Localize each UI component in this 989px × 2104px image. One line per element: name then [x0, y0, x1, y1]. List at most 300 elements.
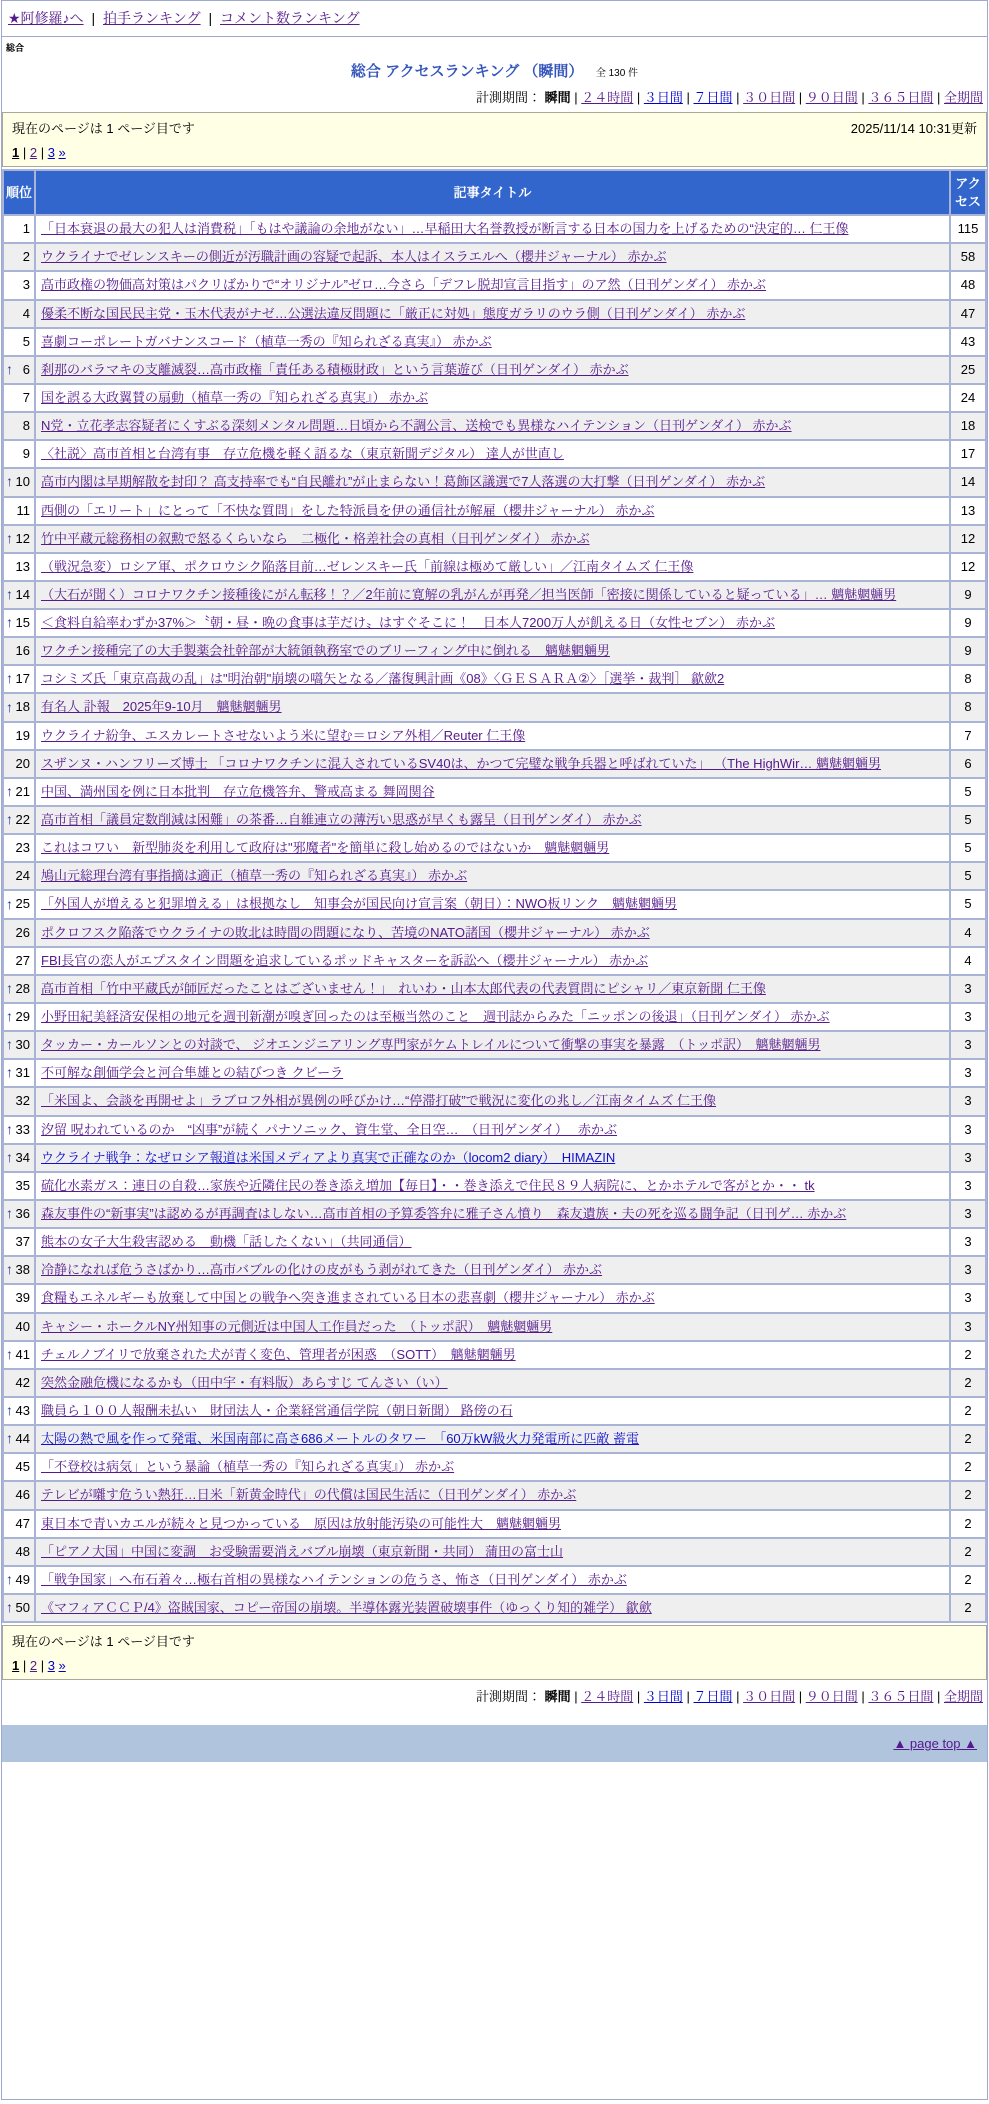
rank-cell: [4, 891, 34, 917]
current-page-text: 現在のページは 1 ページ目です: [12, 121, 195, 136]
rank-number: 19: [15, 727, 30, 743]
title-cell: [36, 666, 949, 692]
rank-cell: [4, 1426, 34, 1452]
access-count: 5: [951, 835, 985, 861]
rank-cell: [4, 835, 34, 861]
access-count: 8: [951, 666, 985, 692]
rank-number: 42: [15, 1374, 30, 1390]
article-link[interactable]: 硫化水素ガス：連日の自殺…家族や近隣住民の巻き添え増加【毎日】・・巻き添えで住民８９人病院に、とかホテルで客がとか・・ tk: [41, 1177, 815, 1193]
title-cell: [36, 835, 949, 861]
article-link[interactable]: 冷静になれば危うさばかり…高市バブルの化けの皮がもう剥がれてきた（日刊ゲンダイ） 赤かぶ: [41, 1262, 603, 1278]
rank-cell: [4, 779, 34, 805]
rank-number: 20: [15, 755, 30, 771]
period-option-link[interactable]: ３０日間: [743, 1689, 796, 1705]
rank-up-arrow-icon: ↑: [6, 614, 13, 631]
title-cell: [36, 1257, 949, 1283]
article-link[interactable]: 西側の「エリート」にとって「不快な質問」をした特派員を伊の通信社が解雇（櫻井ジャーナル） 赤かぶ: [41, 502, 655, 518]
rank-number: 15: [15, 615, 30, 631]
access-count: 3: [951, 1088, 985, 1114]
article-link[interactable]: スザンヌ・ハンフリーズ博士 「コロナワクチンに混入されているSV40は、かつて完璧な戦争兵器と呼ばれていた」 （The HighWir… 魑魅魍魎男: [41, 755, 882, 771]
rank-cell: [4, 1229, 34, 1255]
rank-number: 1: [22, 221, 30, 237]
column-header-rank: 順位: [4, 171, 34, 214]
pagination-link[interactable]: 2: [29, 1658, 38, 1674]
period-option-link[interactable]: ３日間: [643, 1689, 683, 1705]
table-row: [4, 1201, 985, 1227]
table-row: [4, 779, 985, 805]
rank-cell: [4, 1032, 34, 1058]
table-row: [4, 807, 985, 833]
article-link[interactable]: 汐留 呪われているのか “凶事”が続く パナソニック、資生堂、全日空… （日刊ゲンダイ） 赤かぶ: [41, 1121, 618, 1137]
rank-cell: [4, 1595, 34, 1621]
rank-cell: [4, 1482, 34, 1508]
title-cell: [36, 554, 949, 580]
table-row: [4, 216, 985, 242]
period-links: | ２４時間 | ３日間 | ７日間 | ３０日間 | ９０日間 | ３６５日間 | 全期間: [570, 90, 983, 105]
rank-up-arrow-icon: ↑: [6, 670, 13, 687]
rank-number: 14: [15, 586, 30, 602]
rank-number: 43: [15, 1403, 30, 1418]
title-cell: [36, 301, 949, 327]
table-row: [4, 1426, 985, 1452]
pagination-link[interactable]: »: [58, 1658, 66, 1674]
article-link[interactable]: 太陽の熱で風を作って発電、米国南部に高さ686メートルのタワー 「60万kW級火力発電所に匹敵 蓄電: [41, 1431, 640, 1447]
table-row: [4, 1398, 985, 1424]
article-link[interactable]: FBI長官の恋人がエプスタイン問題を追求しているポッドキャスターを訴訟へ（櫻井ジャーナル） 赤かぶ: [41, 952, 649, 968]
rank-cell: [4, 948, 34, 974]
title-cell: [36, 1314, 949, 1340]
rank-cell: [4, 666, 34, 692]
title-cell: [36, 891, 949, 917]
rank-up-arrow-icon: ↑: [6, 811, 13, 828]
title-cell: [36, 1398, 949, 1424]
rank-cell: [4, 1314, 34, 1340]
rank-cell: [4, 329, 34, 355]
rank-cell: [4, 1539, 34, 1565]
article-link[interactable]: 高市政権の物価高対策はパクリばかりで“オリジナル”ゼロ…今さら「デフレ脱却宣言目指す」のア然（日刊ゲンダイ） 赤かぶ: [41, 277, 767, 293]
rank-cell: [4, 1567, 34, 1593]
total-count: 全 130 件: [595, 68, 639, 79]
rank-number: 3: [22, 277, 30, 293]
access-count: 4: [951, 948, 985, 974]
rank-number: 24: [15, 868, 30, 884]
rank-number: 38: [15, 1262, 30, 1278]
rank-up-arrow-icon: ↑: [6, 586, 13, 603]
table-row: [4, 666, 985, 692]
rank-cell: [4, 441, 34, 467]
rank-number: 35: [15, 1177, 30, 1193]
rank-number: 16: [15, 643, 30, 659]
article-link[interactable]: コシミズ氏「東京高裁の乱」は"明治朝"崩壊の嚆矢となる／藩復興計画《08》〈ＧＥＳＡＲＡ②〉［選挙・裁判］ 歙歛2: [41, 671, 725, 687]
rank-number: 34: [15, 1149, 30, 1165]
rank-cell: [4, 1342, 34, 1368]
access-count: 6: [951, 751, 985, 777]
article-link[interactable]: 「外国人が増えると犯罪増える」は根拠なし 知事会が国民向け宣言案（朝日）：NWO板リンク 魑魅魍魎男: [41, 896, 678, 912]
table-row: [4, 1173, 985, 1199]
period-label: 計測期間：: [475, 90, 541, 105]
table-row: [4, 1032, 985, 1058]
rank-cell: [4, 1257, 34, 1283]
current-page-text: 現在のページは 1 ページ目です: [12, 1634, 195, 1650]
access-count: 3: [951, 1004, 985, 1030]
rank-number: 31: [15, 1065, 30, 1081]
top-nav-links: [8, 10, 360, 26]
title-cell: [36, 1370, 949, 1396]
title-cell: [36, 863, 949, 889]
title-cell: [36, 1117, 949, 1143]
rank-up-arrow-icon: ↑: [6, 1599, 13, 1616]
rank-number: 46: [15, 1487, 30, 1503]
article-link[interactable]: 東日本で青いカエルが続々と見つかっている 原因は放射能汚染の可能性大 魑魅魍魎男: [41, 1515, 562, 1531]
article-link[interactable]: 「日本衰退の最大の犯人は消費税」「もはや議論の余地がない」…早稲田大名誉教授が断言する日本の国力を上げるための“決定的… 仁王像: [41, 221, 849, 237]
ranking-table-body: [4, 216, 985, 1621]
rank-cell: [4, 1117, 34, 1143]
rank-number: 26: [15, 924, 30, 940]
access-count: 5: [951, 807, 985, 833]
access-count: 3: [951, 1314, 985, 1340]
access-count: 5: [951, 863, 985, 889]
article-link[interactable]: キャシー・ホークルNY州知事の元側近は中国人工作員だった （トッポ訳） 魑魅魍魎男: [41, 1318, 553, 1334]
access-count: 3: [951, 1117, 985, 1143]
period-option-link[interactable]: ３６５日間: [868, 1689, 934, 1705]
rank-cell: [4, 807, 34, 833]
period-links: | ２４時間 | ３日間 | ７日間 | ３０日間 | ９０日間 | ３６５日間 | 全期間: [570, 1689, 983, 1705]
table-row: [4, 1482, 985, 1508]
article-link[interactable]: 喜劇コーポレートガバナンスコード（植草一秀の『知られざる真実』） 赤かぶ: [41, 333, 492, 349]
table-row: [4, 920, 985, 946]
period-option-link[interactable]: ９０日間: [805, 1689, 858, 1705]
article-link[interactable]: ＜食料自給率わずか37%＞〝朝・昼・晩の食事は芋だけ〟はすぐそこに！ 日本人7200万人が飢える日（女性セブン） 赤かぶ: [41, 615, 776, 631]
article-link[interactable]: テレビが囃す危うい熱狂…日米「新黄金時代」の代償は国民生活に（日刊ゲンダイ） 赤かぶ: [41, 1487, 577, 1503]
article-link[interactable]: 小野田紀美経済安保相の地元を週刊新潮が嗅ぎ回ったのは至極当然のこと 週刊誌からみた「ニッポンの後退」（日刊ゲンダイ） 赤かぶ: [41, 1009, 830, 1025]
article-link[interactable]: タッカー・カールソンとの対談で、 ジオエンジニアリング専門家がケムトレイルについて衝撃の事実を暴露 （トッポ訳） 魑魅魍魎男: [41, 1037, 821, 1053]
access-count: 2: [951, 1398, 985, 1424]
title-cell: [36, 526, 949, 552]
page-top-bar: [2, 1725, 987, 1762]
table-row: [4, 469, 985, 495]
rank-cell: [4, 244, 34, 270]
title-cell: [36, 1173, 949, 1199]
access-count: 3: [951, 1032, 985, 1058]
rank-number: 12: [15, 530, 30, 546]
table-row: [4, 1257, 985, 1283]
title-cell: [36, 1511, 949, 1537]
rank-number: 44: [15, 1431, 30, 1447]
table-row: [4, 1088, 985, 1114]
rank-number: 47: [15, 1515, 30, 1531]
title-cell: [36, 1285, 949, 1311]
article-link[interactable]: 優柔不断な国民民主党・玉木代表がナゼ…公選法違反問題に「厳正に対処」態度ガラリのウラ側（日刊ゲンダイ） 赤かぶ: [41, 305, 746, 321]
article-link[interactable]: ウクライナでゼレンスキーの側近が汚職計画の容疑で起訴、本人はイスラエルへ（櫻井ジャーナル） 赤かぶ: [41, 249, 667, 265]
article-link[interactable]: 森友事件の“新事実”は認めるが再調査はしない…高市首相の予算委答弁に雅子さん憤り 森友遺族・夫の死を巡る闘争記（日刊ゲ… 赤かぶ: [41, 1206, 847, 1222]
rank-number: 27: [15, 952, 30, 968]
period-option-link[interactable]: ２４時間: [581, 1689, 634, 1705]
rank-up-arrow-icon: ↑: [6, 1402, 13, 1419]
rank-number: 9: [22, 446, 30, 462]
rank-number: 29: [15, 1009, 30, 1025]
table-row: [4, 1342, 985, 1368]
title-cell: [36, 441, 949, 467]
rank-up-arrow-icon: ↑: [6, 473, 13, 490]
period-option-link[interactable]: 全期間: [943, 90, 983, 105]
nav-separator: |: [204, 10, 216, 26]
access-count: 24: [951, 385, 985, 411]
article-link[interactable]: 熊本の女子大生殺害認める 動機「話したくない」（共同通信）: [41, 1234, 412, 1250]
rank-cell: [4, 1173, 34, 1199]
bottom-spacer: [2, 1762, 987, 1788]
period-current: 瞬間: [544, 1689, 571, 1705]
period-selector-top: [2, 81, 987, 110]
title-cell: [36, 244, 949, 270]
period-option-link[interactable]: ７日間: [693, 90, 733, 105]
article-link[interactable]: ワクチン接種完了の大手製薬会社幹部が大統領執務室でのブリーフィング中に倒れる 魑魅魍魎男: [41, 643, 610, 659]
access-count: 2: [951, 1370, 985, 1396]
title-cell: [36, 385, 949, 411]
article-link[interactable]: 高市首相「議員定数削減は困難」の茶番…自維連立の薄汚い思惑が早くも露呈（日刊ゲンダイ） 赤かぶ: [41, 812, 642, 828]
title-cell: [36, 976, 949, 1002]
rank-cell: [4, 1511, 34, 1537]
pagination-current: 1: [12, 1658, 20, 1674]
article-link[interactable]: 《マフィアＣＣＰ/4》盗賊国家、コピー帝国の崩壊。半導体露光装置破壊事件（ゆっくり知的雑学） 歙歛: [41, 1599, 652, 1615]
rank-cell: [4, 976, 34, 1002]
rank-number: 50: [15, 1599, 30, 1615]
table-row: [4, 610, 985, 636]
article-link[interactable]: 食糧もエネルギーも放棄して中国との戦争へ突き進まされている日本の悲喜劇（櫻井ジャーナル） 赤かぶ: [41, 1290, 655, 1306]
title-cell: [36, 1201, 949, 1227]
rank-cell: [4, 751, 34, 777]
article-link[interactable]: 「ピアノ大国」中国に変調 お受験需要消えバブル崩壊（東京新聞・共同） 蒲田の富士山: [41, 1543, 564, 1559]
article-link[interactable]: これはコワい 新型肺炎を利用して政府は"邪魔者"を簡単に殺し始めるのではないか 魑魅魍魎男: [41, 840, 610, 856]
access-count: 3: [951, 1173, 985, 1199]
period-option-link[interactable]: ３６５日間: [868, 90, 934, 105]
page-title: 総合 アクセスランキング （瞬間）: [350, 63, 584, 80]
access-count: 18: [951, 413, 985, 439]
title-cell: [36, 948, 949, 974]
access-count: 9: [951, 638, 985, 664]
rank-cell: [4, 920, 34, 946]
article-link[interactable]: 突然金融危機になるかも（田中宇・有料版）あらすじ てんさい（い）: [41, 1374, 448, 1390]
article-link[interactable]: 中国、満州国を例に日本批判 存立危機答弁、警戒高まる 舞岡関谷: [41, 783, 435, 799]
rank-number: 23: [15, 840, 30, 856]
table-row: [4, 1454, 985, 1480]
table-row: [4, 554, 985, 580]
period-label: 計測期間：: [475, 1689, 541, 1705]
title-cell: [36, 272, 949, 298]
rank-cell: [4, 1285, 34, 1311]
nav-link[interactable]: コメント数ランキング: [220, 10, 360, 26]
access-count: 9: [951, 582, 985, 608]
rank-number: 6: [22, 361, 30, 377]
rank-cell: [4, 1145, 34, 1171]
article-link[interactable]: （戦況急変）ロシア軍、ポクロウシク陥落目前…ゼレンスキー氏「前線は極めて厳しい」／江南タイムズ 仁王像: [41, 558, 694, 574]
rank-number: 2: [22, 249, 30, 265]
access-count: 48: [951, 272, 985, 298]
table-row: [4, 723, 985, 749]
title-cell: [36, 1595, 949, 1621]
pagination-current: 1: [12, 145, 20, 160]
table-row: [4, 891, 985, 917]
period-option-link[interactable]: ３０日間: [743, 90, 796, 105]
period-option-link[interactable]: ３日間: [643, 90, 683, 105]
access-count: 3: [951, 976, 985, 1002]
nav-link[interactable]: 拍手ランキング: [102, 10, 201, 26]
rank-cell: [4, 1060, 34, 1086]
article-link[interactable]: 〈社説〉高市首相と台湾有事 存立危機を軽く語るな（東京新聞デジタル） 達人が世直し: [41, 446, 564, 462]
access-count: 58: [951, 244, 985, 270]
rank-number: 7: [22, 389, 30, 405]
nav-link[interactable]: ★阿修羅♪へ: [8, 10, 84, 26]
rank-cell: [4, 301, 34, 327]
title-cell: [36, 723, 949, 749]
page-container: [1, 0, 988, 2100]
rank-cell: [4, 469, 34, 495]
access-count: 2: [951, 1595, 985, 1621]
article-link[interactable]: 職員ら１００人報酬未払い 財団法人・企業経営通信学院（朝日新聞） 路傍の石: [41, 1403, 513, 1418]
title-cell: [36, 1342, 949, 1368]
title-cell: [36, 582, 949, 608]
rank-cell: [4, 1398, 34, 1424]
period-option-link[interactable]: ９０日間: [805, 90, 858, 105]
rank-cell: [4, 526, 34, 552]
title-cell: [36, 1454, 949, 1480]
table-row: [4, 976, 985, 1002]
rank-up-arrow-icon: ↑: [6, 1571, 13, 1588]
rank-number: 11: [16, 502, 30, 518]
access-count: 4: [951, 920, 985, 946]
article-link[interactable]: （大石が聞く）コロナワクチン接種後にがん転移！？／2年前に寛解の乳がんが再発／担当医師「密接に関係していると疑っている」… 魑魅魍魎男: [41, 586, 897, 602]
title-cell: [36, 498, 949, 524]
rank-cell: [4, 216, 34, 242]
column-header-access: アクセス: [951, 171, 985, 214]
title-cell: [36, 1482, 949, 1508]
article-link[interactable]: 高市首相「竹中平蔵氏が師匠だったことはございません！」 れいわ・山本太郎代表の代表質問にピシャリ／東京新聞 仁王像: [41, 980, 766, 996]
access-count: 2: [951, 1454, 985, 1480]
rank-up-arrow-icon: ↑: [6, 1008, 13, 1025]
period-option-link[interactable]: ７日間: [693, 1689, 733, 1705]
rank-up-arrow-icon: ↑: [6, 980, 13, 997]
article-link[interactable]: 「米国よ、会談を再開せよ」ラブロフ外相が異例の呼びかけ…“停滞打破”で戦況に変化の兆し／江南タイムズ 仁王像: [41, 1093, 717, 1109]
article-link[interactable]: 「戦争国家」へ布石着々…極右首相の異様なハイテンションの危うさ、怖さ（日刊ゲンダイ） 赤かぶ: [41, 1571, 627, 1587]
access-count: 3: [951, 1285, 985, 1311]
rank-number: 10: [15, 474, 30, 490]
rank-up-arrow-icon: ↑: [6, 1345, 13, 1362]
title-cell: [36, 1060, 949, 1086]
pagination-link[interactable]: »: [58, 145, 66, 160]
pagination-link[interactable]: 3: [47, 145, 55, 160]
article-link[interactable]: 竹中平蔵元総務相の叙勲で怒るくらいなら 二極化・格差社会の真相（日刊ゲンダイ） 赤かぶ: [41, 530, 590, 546]
rank-up-arrow-icon: ↑: [6, 529, 13, 546]
access-count: 2: [951, 1482, 985, 1508]
table-row: [4, 948, 985, 974]
rank-cell: [4, 638, 34, 664]
access-count: 3: [951, 1229, 985, 1255]
period-option-link[interactable]: ２４時間: [581, 90, 634, 105]
rank-cell: [4, 863, 34, 889]
table-row: [4, 1060, 985, 1086]
rank-cell: [4, 554, 34, 580]
rank-number: 36: [15, 1206, 30, 1222]
rank-number: 4: [22, 305, 30, 321]
access-count: 115: [951, 216, 985, 242]
pagination-link[interactable]: 3: [47, 1658, 55, 1674]
article-link[interactable]: 鳩山元総理台湾有事指摘は適正（植草一秀の『知られざる真実』） 赤かぶ: [41, 868, 468, 884]
rank-cell: [4, 1088, 34, 1114]
period-option-link[interactable]: 全期間: [943, 1689, 983, 1705]
access-count: 2: [951, 1567, 985, 1593]
article-link[interactable]: チェルノブイリで放棄された犬が青く変色、管理者が困惑 （SOTT） 魑魅魍魎男: [41, 1346, 516, 1362]
rank-cell: [4, 498, 34, 524]
rank-number: 18: [15, 699, 30, 715]
title-cell: [36, 1539, 949, 1565]
article-link[interactable]: ウクライナ戦争：なぜロシア報道は米国メディアより真実で正確なのか（locom2 diary） HIMAZIN: [41, 1149, 616, 1165]
rank-number: 40: [15, 1318, 30, 1334]
rank-up-arrow-icon: ↑: [6, 1148, 13, 1165]
article-link[interactable]: 国を誤る大政翼賛の扇動（植草一秀の『知られざる真実』） 赤かぶ: [41, 389, 429, 405]
table-row: [4, 329, 985, 355]
title-cell: [36, 1426, 949, 1452]
rank-number: 49: [15, 1571, 30, 1587]
rank-number: 5: [22, 333, 30, 349]
table-row: [4, 751, 985, 777]
rank-number: 22: [15, 812, 30, 828]
rank-number: 39: [15, 1290, 30, 1306]
rank-number: 21: [15, 783, 30, 799]
rank-cell: [4, 1004, 34, 1030]
article-link[interactable]: ポクロフスク陥落でウクライナの敗北は時間の問題になり、苦境のNATO諸国（櫻井ジャーナル） 赤かぶ: [41, 924, 650, 940]
column-header-title: 記事タイトル: [36, 171, 949, 214]
table-row: [4, 638, 985, 664]
period-selector-bottom: [2, 1680, 987, 1709]
table-row: [4, 1117, 985, 1143]
table-row: [4, 582, 985, 608]
table-row: [4, 1370, 985, 1396]
ranking-table: [2, 169, 987, 1623]
access-count: 9: [951, 610, 985, 636]
table-row: [4, 863, 985, 889]
title-cell: [36, 694, 949, 720]
page-top-link[interactable]: ▲ page top ▲: [893, 1736, 977, 1752]
article-link[interactable]: 高市内閣は早期解散を封印？ 高支持率でも“自民離れ”が止まらない！葛飾区議選で7人落選の大打撃（日刊ゲンダイ） 赤かぶ: [41, 474, 766, 490]
access-count: 43: [951, 329, 985, 355]
title-cell: [36, 1567, 949, 1593]
rank-cell: [4, 1370, 34, 1396]
rank-number: 8: [22, 418, 30, 434]
article-link[interactable]: 有名人 訃報 2025年9-10月 魑魅魍魎男: [41, 699, 282, 715]
table-row: [4, 835, 985, 861]
title-cell: [36, 610, 949, 636]
title-cell: [36, 807, 949, 833]
title-cell: [36, 1088, 949, 1114]
pagination-link[interactable]: 2: [29, 145, 38, 160]
title-cell: [36, 751, 949, 777]
access-count: 2: [951, 1426, 985, 1452]
article-link[interactable]: 刹那のバラマキの支離滅裂…高市政権「責任ある積極財政」という言葉遊び（日刊ゲンダイ） 赤かぶ: [41, 361, 629, 377]
period-current: 瞬間: [544, 90, 571, 105]
pagination: 1 | 2 | 3 »: [12, 1658, 66, 1674]
rank-up-arrow-icon: ↑: [6, 1205, 13, 1222]
title-cell: [36, 638, 949, 664]
title-cell: [36, 920, 949, 946]
article-link[interactable]: ウクライナ紛争、エスカレートさせないよう米に望む＝ロシア外相／Reuter 仁王像: [41, 727, 526, 743]
rank-up-arrow-icon: ↑: [6, 1064, 13, 1081]
table-row: [4, 694, 985, 720]
article-link[interactable]: 「不登校は病気」という暴論（植草一秀の『知られざる真実』） 赤かぶ: [41, 1459, 455, 1475]
page-info-box-bottom: [2, 1625, 987, 1680]
access-count: 12: [951, 526, 985, 552]
article-link[interactable]: N党・立花孝志容疑者にくすぶる深刻メンタル問題…日頃から不調公言、送検でも異様なハイテンション（日刊ゲンダイ） 赤かぶ: [41, 418, 792, 434]
rank-up-arrow-icon: ↑: [6, 895, 13, 912]
article-link[interactable]: 不可解な創価学会と河合隼雄との結びつき クビーラ: [41, 1065, 344, 1081]
